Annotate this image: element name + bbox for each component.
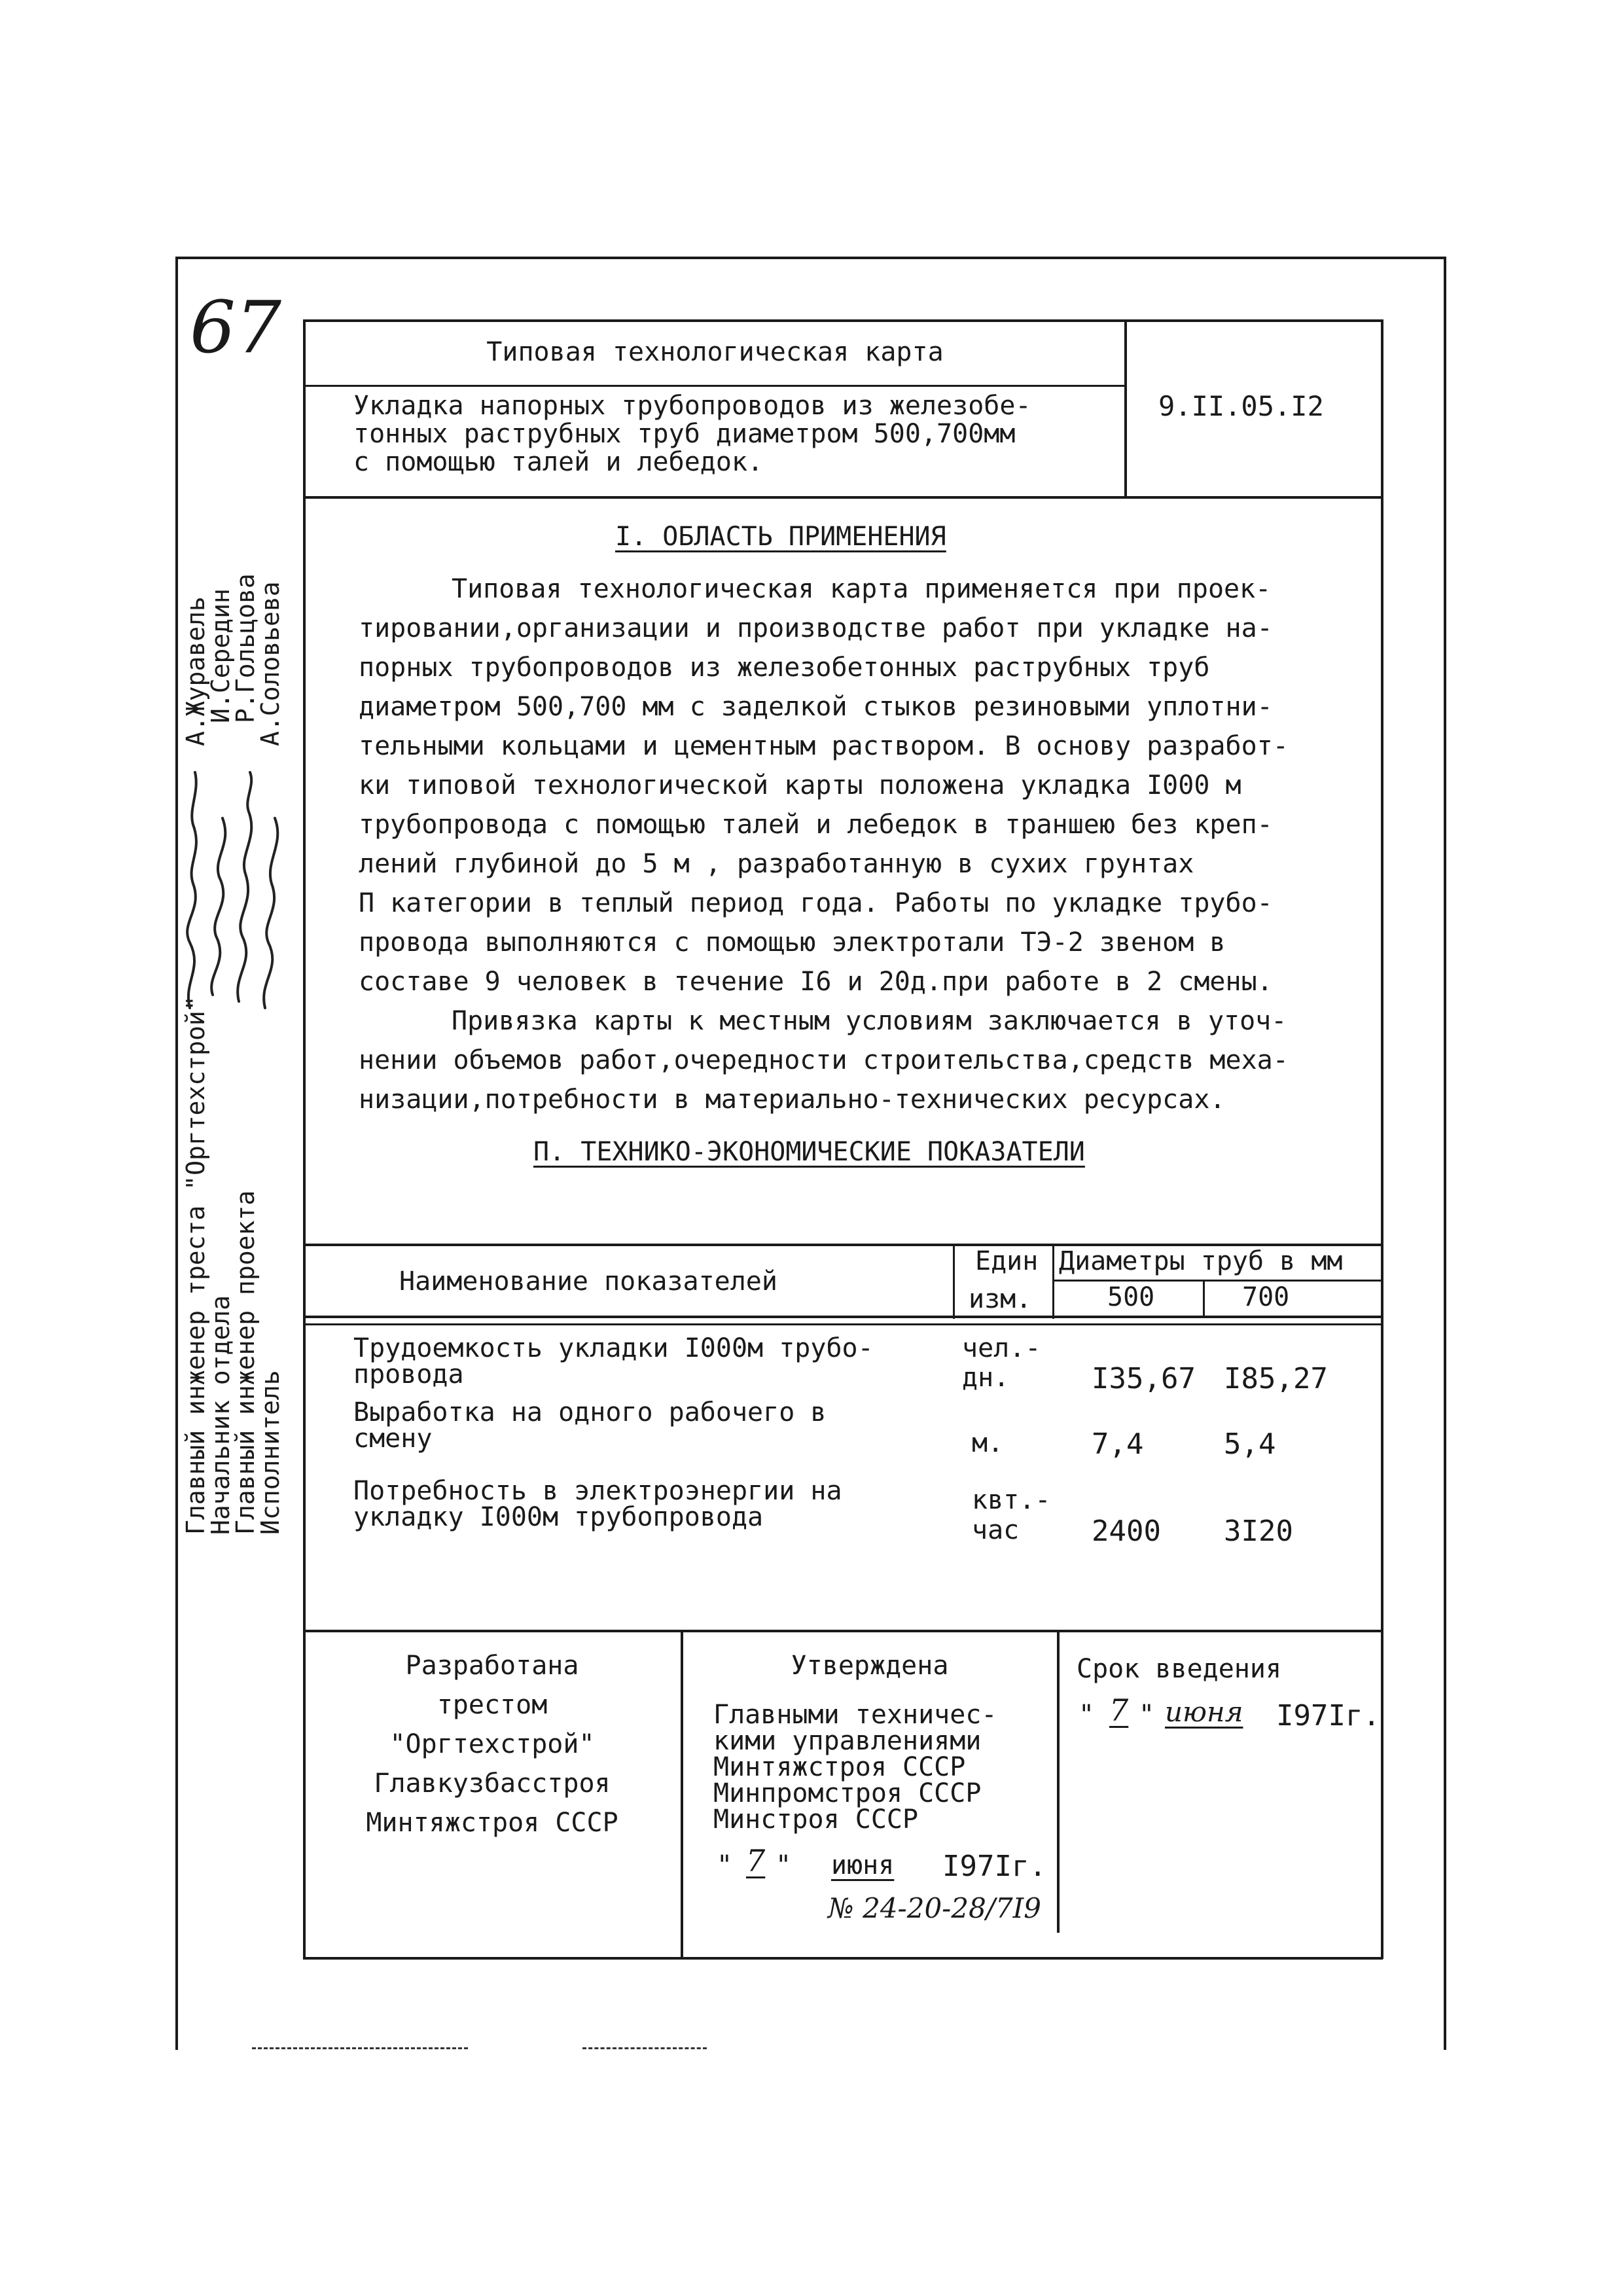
section1-text-line: тельными кольцами и цементным раствором. В основу разработ- <box>359 731 1289 761</box>
table-divider-diam-sub <box>1054 1280 1381 1282</box>
section2-heading: П. ТЕХНИКО-ЭКОНОМИЧЕСКИЕ ПОКАЗАТЕЛИ <box>533 1137 1085 1167</box>
section1-text-line: порных трубопроводов из железобетонных раструбных труб <box>359 653 1210 683</box>
footer-effective-date-day: 7 <box>1109 1693 1129 1728</box>
footer-approved-line: Минтяжстроя СССР <box>713 1752 966 1782</box>
footer-developed-line: трестом <box>437 1690 548 1720</box>
box-bottom-border <box>303 1957 1383 1960</box>
section1-text-line: нении объемов работ,очередности строительства,средств меха- <box>359 1045 1289 1075</box>
table-row-name: Выработка на одного рабочего в <box>353 1397 827 1427</box>
footer-approved-date-day: 7 <box>746 1843 766 1878</box>
table-row-value-500: 2400 <box>1092 1515 1161 1548</box>
table-row-value-700: I85,27 <box>1224 1362 1328 1395</box>
signature-name: А.Журавель <box>181 596 210 746</box>
signature-name: Р.Гольцова <box>231 573 260 723</box>
section1-text-line: лений глубиной до 5 м , разработанную в сухих грунтах <box>359 849 1194 879</box>
table-row-unit: чел.- <box>962 1333 1041 1363</box>
table-row-value-500: 7,4 <box>1092 1427 1144 1461</box>
signature-role: Главный инженер треста "Оргтехстрой" <box>181 996 210 1535</box>
table-row-value-700: 5,4 <box>1224 1427 1276 1461</box>
footer-approved-date-month: июня <box>831 1850 895 1880</box>
section1-text-line: П категории в теплый период года. Работы по укладке трубо- <box>359 888 1273 918</box>
section1-text-line: составе 9 человек в течение I6 и 20д.при работе в 2 смены. <box>359 967 1273 997</box>
frame-bottom-dash-1 <box>252 2047 468 2049</box>
footer-divider-2 <box>1057 1630 1060 1933</box>
frame-top-border <box>175 257 1445 259</box>
table-row-name: смену <box>353 1424 433 1454</box>
table-header-name: Наименование показателей <box>399 1266 777 1297</box>
footer-effective-date-month: июня <box>1165 1696 1243 1728</box>
section1-heading: I. ОБЛАСТЬ ПРИМЕНЕНИЯ <box>615 522 946 552</box>
footer-approved-date-year: I97Iг. <box>942 1850 1046 1883</box>
signature-role: Начальник отдела <box>206 1295 235 1535</box>
table-divider-name-unit <box>953 1244 955 1319</box>
handwritten-signatures <box>177 746 294 1014</box>
footer-approved-quote: " <box>717 1850 733 1880</box>
table-row-name: укладку I000м трубопровода <box>353 1502 764 1532</box>
footer-approved-line: кими управлениями <box>713 1726 982 1756</box>
signature-name: И.Середин <box>206 588 235 723</box>
table-row-value-500: I35,67 <box>1092 1362 1196 1395</box>
table-row-unit: дн. <box>962 1363 1010 1393</box>
box-right-border <box>1381 319 1383 1959</box>
header-description-line: Укладка напорных трубопроводов из железобе- <box>353 391 1031 421</box>
footer-effective-quote: " <box>1079 1700 1095 1730</box>
section1-text-line: Типовая технологическая карта применяется при проек- <box>452 574 1272 604</box>
signature-role: Главный инженер проекта <box>231 1190 260 1535</box>
section1-text-line: ки типовой технологической карты положена укладка I000 м <box>359 770 1241 800</box>
table-header-unit: изм. <box>969 1284 1032 1314</box>
table-row-value-700: 3I20 <box>1224 1515 1293 1548</box>
footer-approved-number: № 24-20-28/7I9 <box>828 1892 1041 1924</box>
table-row-unit: м. <box>972 1428 1004 1458</box>
header-description-line: с помощью талей и лебедок. <box>353 447 764 477</box>
footer-effective-date-year: I97Iг. <box>1276 1699 1380 1732</box>
header-divider-vertical <box>1124 319 1127 496</box>
footer-developed-line: Главкузбасстроя <box>374 1768 611 1799</box>
section1-text-line: Привязка карты к местным условиям заключается в уточ- <box>452 1006 1287 1036</box>
table-row-name: Трудоемкость укладки I000м трубо- <box>353 1333 874 1363</box>
table-row-name: Потребность в электроэнергии на <box>353 1476 842 1506</box>
section1-text-line: диаметром 500,700 мм с заделкой стыков резиновыми уплотни- <box>359 692 1273 722</box>
footer-approved-line: Минстроя СССР <box>713 1804 919 1835</box>
table-row-name: провода <box>353 1359 464 1390</box>
box-top-border <box>303 319 1383 322</box>
footer-divider-1 <box>681 1630 683 1959</box>
section1-text-line: тировании,организации и производстве работ при укладке на- <box>359 613 1273 643</box>
footer-developed-line: "Оргтехстрой" <box>389 1729 595 1759</box>
frame-right-border <box>1444 257 1446 2050</box>
page-number: 67 <box>190 285 281 369</box>
table-header-bottom-border <box>303 1316 1383 1318</box>
footer-approved-quote: " <box>776 1850 792 1880</box>
table-row-unit: квт.- <box>972 1485 1051 1515</box>
footer-developed-title: Разработана <box>405 1651 579 1681</box>
header-description-line: тонных раструбных труб диаметром 500,700мм <box>353 419 1016 449</box>
frame-left-border <box>175 257 178 2050</box>
table-header-diameters: Диаметры труб в мм <box>1059 1246 1343 1276</box>
table-row-unit: час <box>972 1515 1020 1545</box>
signature-role: Исполнитель <box>256 1370 285 1535</box>
table-header-double-border <box>303 1323 1383 1325</box>
section1-text-line: трубопровода с помощью талей и лебедок в траншею без креп- <box>359 810 1273 840</box>
section1-text-line: низации,потребности в материально-технических ресурсах. <box>359 1085 1226 1115</box>
header-bottom-border <box>303 496 1383 499</box>
header-title: Типовая технологическая карта <box>486 337 944 367</box>
table-header-unit: Един <box>975 1246 1039 1276</box>
footer-approved-line: Главными техничес- <box>713 1700 997 1730</box>
footer-effective-quote: " <box>1139 1700 1155 1730</box>
footer-developed-line: Минтяжстроя СССР <box>366 1808 618 1838</box>
section1-text-line: провода выполняются с помощью электротали ТЭ-2 звеном в <box>359 927 1226 958</box>
header-divider-horizontal <box>303 385 1124 387</box>
footer-approved-title: Утверждена <box>791 1651 949 1681</box>
document-code: 9.II.05.I2 <box>1158 390 1324 422</box>
footer-approved-line: Минпромстроя СССР <box>713 1778 982 1808</box>
frame-bottom-dash-2 <box>582 2047 707 2049</box>
footer-top-border <box>303 1630 1383 1632</box>
table-divider-500-700 <box>1203 1281 1205 1318</box>
signature-name: А.Соловьева <box>256 581 285 746</box>
footer-effective-title: Срок введения <box>1077 1654 1282 1684</box>
table-header-500: 500 <box>1107 1282 1155 1312</box>
table-header-700: 700 <box>1242 1282 1290 1312</box>
